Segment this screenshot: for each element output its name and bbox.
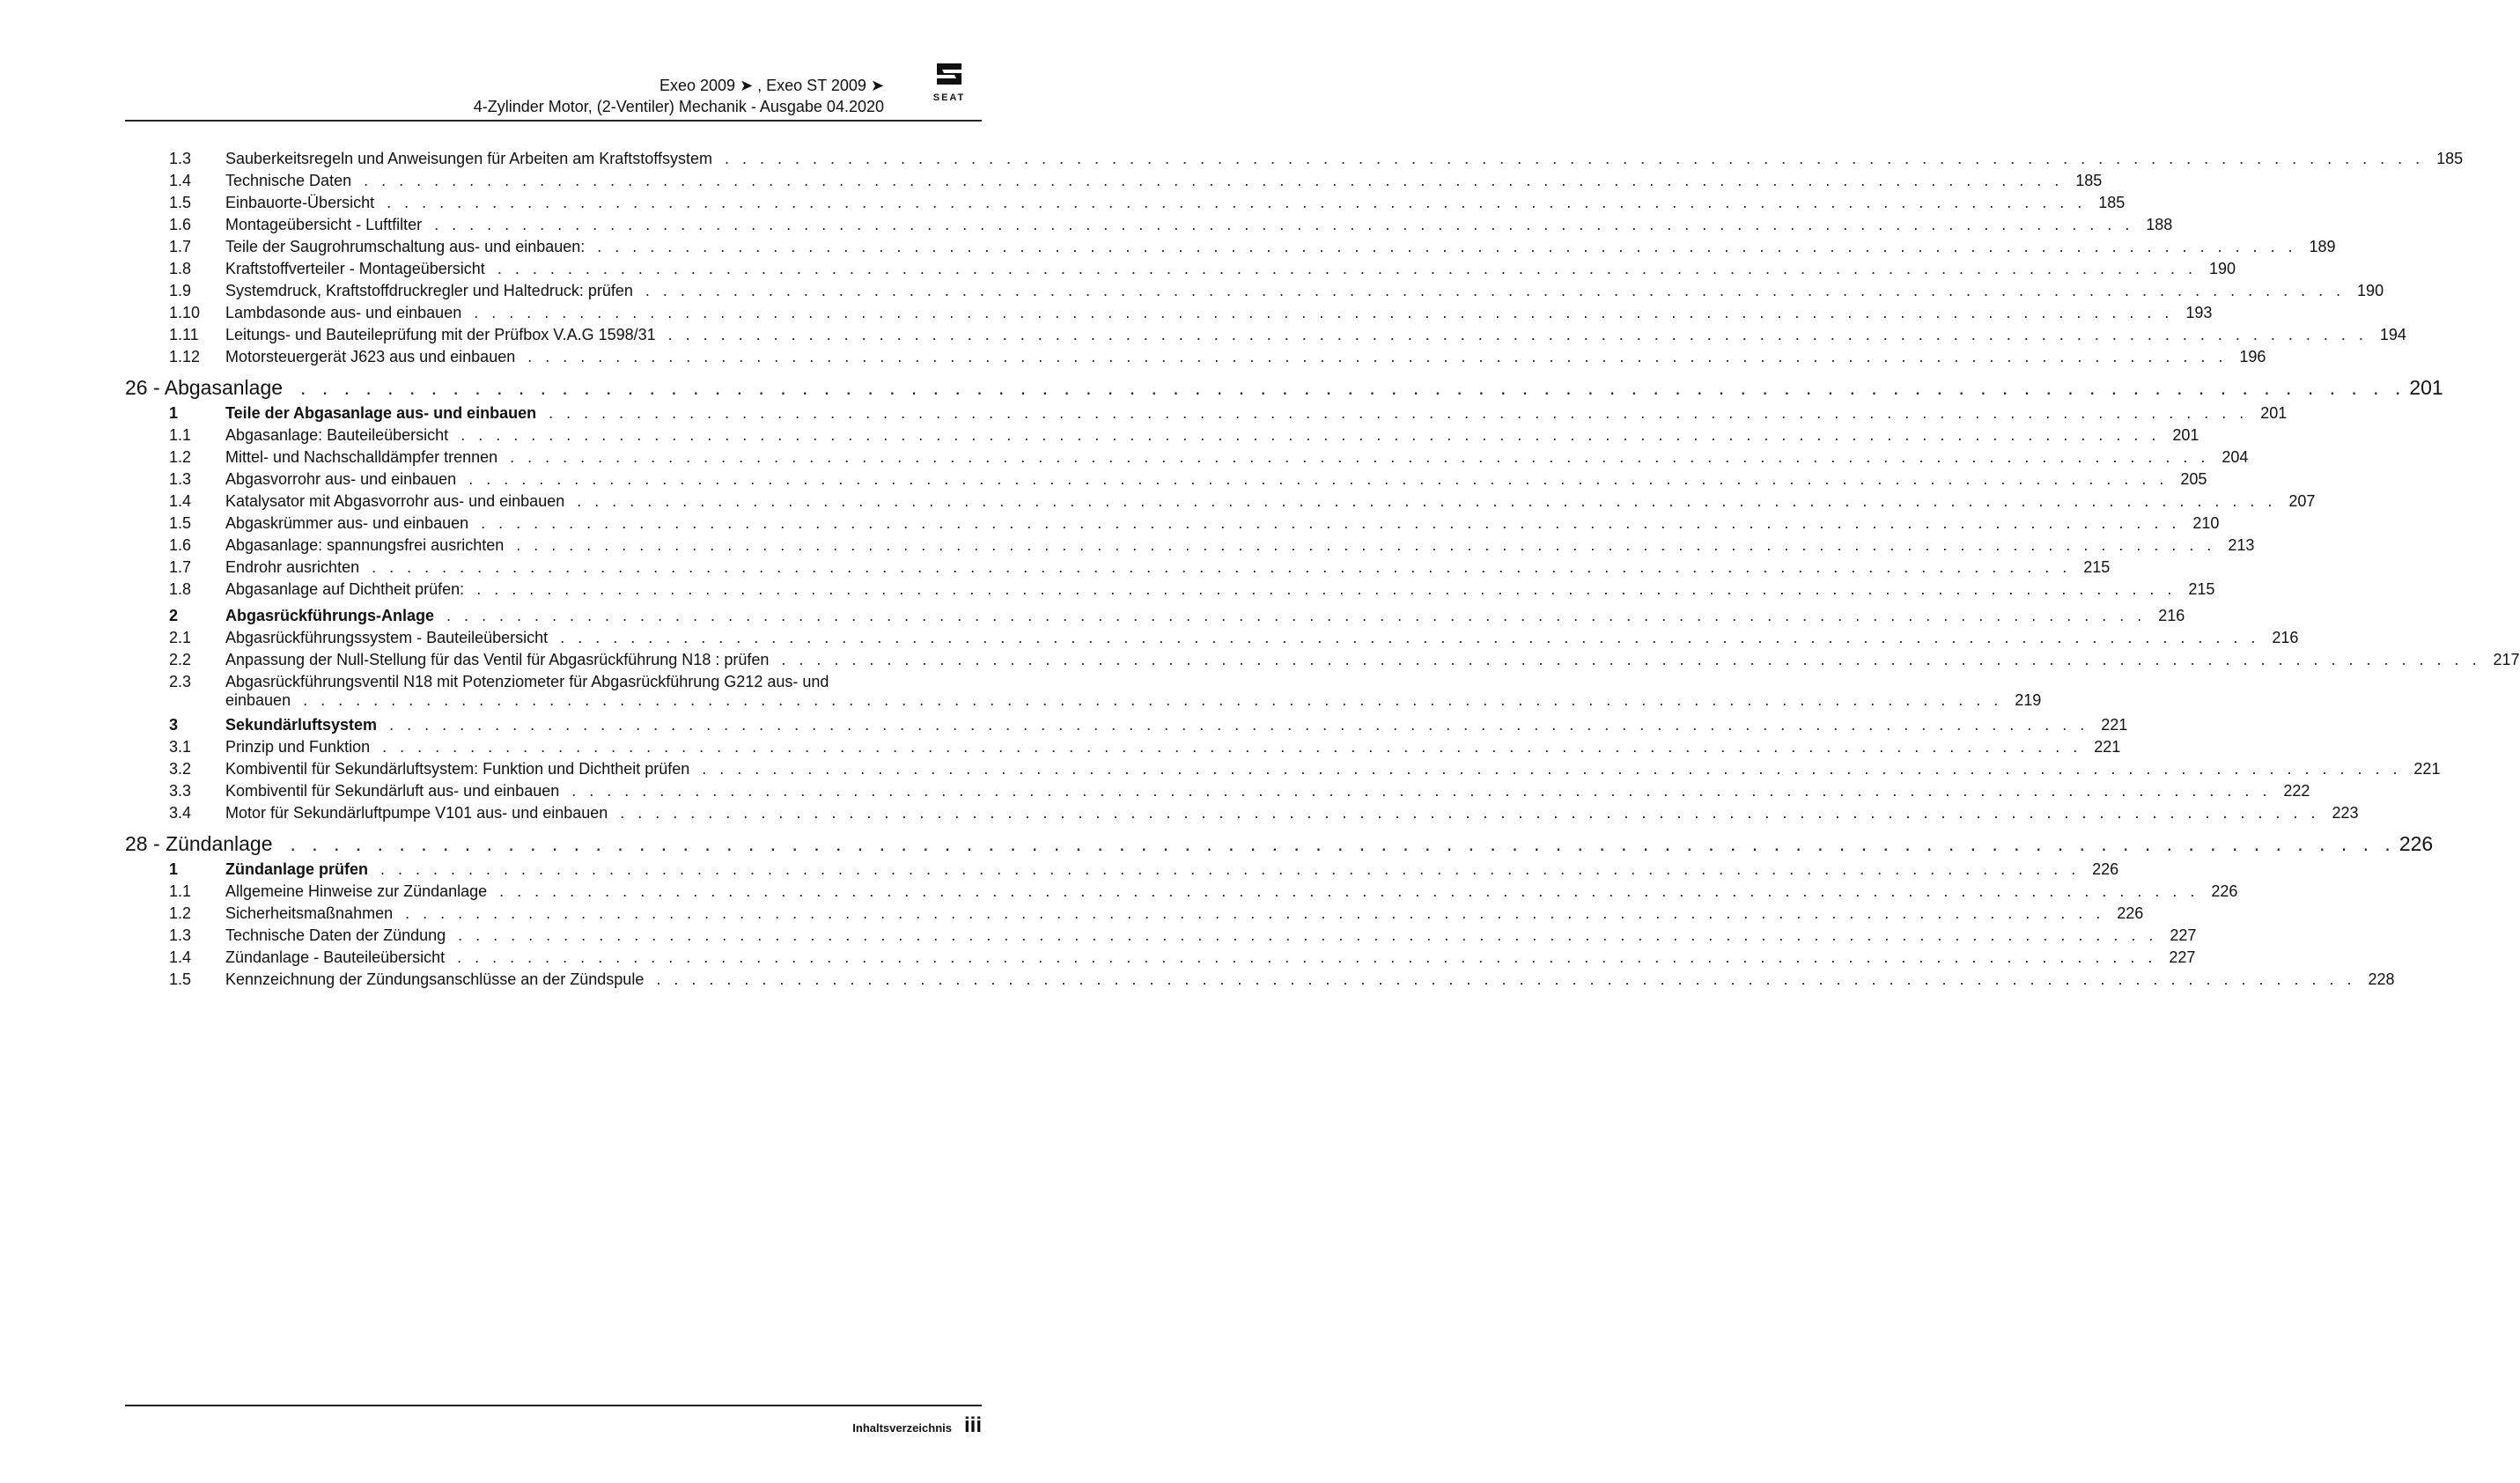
entry-page: 205	[2180, 470, 2207, 488]
leader-dots: . . . . . . . . . . . . . . . . . . . . . . . . . . . . . . . . . . . . . . . . . . . . . . . . . . . . . . . . . . . . . . . . . . . . . . . . . . . . . . . . . . . . . . . . . . . . . . . . .	[656, 970, 2356, 988]
page-footer	[852, 1413, 982, 1438]
seat-logo	[923, 62, 976, 104]
entry-number: 1.2	[169, 904, 192, 922]
entry-page: 201	[2172, 426, 2199, 444]
leader-dots: . . . . . . . . . . . . . . . . . . . . . . . . . . . . . . . . . . . . . . . . . . . . . . . . . . . . . . . . . . . . . . . . . . . . . . . . . . . . . . . . . . . . . . . . . . . . . . . . .	[387, 194, 2087, 211]
toc-entry[interactable]	[125, 424, 2199, 446]
entry-number: 1.5	[169, 194, 192, 211]
entry-number: 3.1	[169, 738, 192, 756]
entry-title: Kraftstoffverteiler - Montageübersicht	[225, 260, 485, 277]
leader-dots: . . . . . . . . . . . . . . . . . . . . . . . . . . . . . . . . . . . . . . . . . . . . . . . . . . . . . . . . . . . . . . . . . . . . . . . . . . . . . . . . . . . . . . . . . . . . . . . . .	[303, 691, 2003, 709]
leader-dots: . . . . . . . . . . . . . . . . . . . . . . . . . . . . . . . . . . . . . . . . . . . . . . . . . . . . . . . . . . . . . . . . . . . . . . . . . . . . . . . . . . . . . . . . . . . . . . . . .	[474, 304, 2174, 321]
entry-page: 221	[2094, 738, 2121, 756]
toc-entry[interactable]	[125, 280, 2384, 302]
toc-entry[interactable]	[125, 881, 2238, 903]
entry-title: Abgasrückführungssystem - Bauteileübersicht	[225, 629, 549, 646]
entry-number: 1.3	[169, 470, 192, 488]
leader-dots: . . . . . . . . . . . . . . . . . . . . . . . . . . . . . . . . . . . . . . . . . . . . . . . . . . . . . . . . . . . . . . . . . . . . . . . . . . . . . . . . . . . . . . . . . . . . . . . . .	[405, 904, 2105, 922]
entry-title: Zündanlage - Bauteileübersicht	[225, 948, 446, 966]
entry-title: Anpassung der Null-Stellung für das Ventil für Abgasrückführung N18 : prüfen	[225, 651, 770, 668]
entry-number: 3.4	[169, 804, 192, 822]
entry-title: Abgasanlage auf Dichtheit prüfen:	[225, 580, 465, 598]
leader-dots: . . . . . . . . . . . . . . . . . . . . . . . . . . . . . . . . . . . . . . . . . . . . . . . . . . . . . . . . . . . . . . . . . . . . . . . . . . . . . . . . . . . . . . . . . . . . . . . . .	[461, 426, 2161, 444]
toc-entry[interactable]	[125, 513, 2220, 535]
entry-page: 190	[2208, 260, 2236, 277]
entry-page: 228	[2368, 970, 2395, 988]
entry-title: Motorsteuergerät J623 aus und einbauen	[225, 348, 516, 365]
entry-title: Sauberkeitsregeln und Anweisungen für Arbeiten am Kraftstoffsystem	[225, 150, 712, 167]
leader-dots: . . . . . . . . . . . . . . . . . . . . . . . . . . . . . . . . . . . . . . . . . . . . . . . . . . . . . . . . . . . . . . . . . . . . . . . . . . . . . . . . . . . . . . . . . . . . . . . . .	[781, 651, 2481, 668]
leader-dots: . . . . . . . . . . . . . . . . . . . . . . . . . . . . . . . . . . . . . . . . . . . . . . . . . . . . . . . . . . . . . . . . . . . . . . . . . . . . . . . . . . . . . . . . . . . . . . . . .	[560, 629, 2260, 646]
toc-entry[interactable]	[125, 736, 2121, 758]
entry-number: 1.6	[169, 216, 192, 233]
entry-number: 1.4	[169, 948, 192, 966]
leader-dots: . . . . . . . . . . . . . . . . . . . . . . . . . . . . . . . . . . . . . . . . . . . . . . . . . . . . . . . . . . . . . . . . . . . . . . . . . . . . . . . . . . . . . . . . . . . . . . . . .	[667, 326, 2368, 343]
entry-title: Abgaskrümmer aus- und einbauen	[225, 514, 469, 532]
entry-page: 185	[2436, 150, 2464, 167]
toc-entry[interactable]	[125, 758, 2441, 780]
entry-title: Abgasanlage: Bauteileübersicht	[225, 426, 449, 444]
entry-title-line2: einbauen	[225, 691, 291, 709]
chapter-page: 201	[2409, 376, 2443, 399]
leader-dots: . . . . . . . . . . . . . . . . . . . . . . . . . . . . . . . . . . . . . . . . . . . . . . . . . . . . . . . . . . . . . . . . . . . . . . . . . . . . . . . . . . . . . . . . . . . . . . . . .	[724, 150, 2425, 167]
entry-page: 221	[2413, 760, 2441, 778]
entry-title-line2-row	[225, 691, 2041, 710]
toc-entry[interactable]	[125, 258, 2236, 280]
leader-dots: . . . . . . . . . . . . . . . . . . . . . . . . . . . . . . . . . . . . . . . . . . . . . . . . . . . . . . . . . . . . . . . . . . . . . . . . . . . . . . . . . . . . . . . . . . . . . . . . .	[458, 926, 2158, 944]
leader-dots: . . . . . . . . . . . . . . . . . . . . . . . . . . . . . . . . . . . . . . . . . . . . . . . . . . . . . . . . . . . . . . . . . . . . . . . . . . . . . . . . . . . . . . . . . . . . . . . . .	[364, 172, 2064, 189]
entry-title: Endrohr ausrichten	[225, 558, 360, 576]
entry-title: Motor für Sekundärluftpumpe V101 aus- und einbauen	[225, 804, 608, 822]
entry-number: 1.8	[169, 580, 192, 598]
section-number: 1	[169, 860, 179, 878]
section-number: 3	[169, 716, 179, 734]
entry-number: 1.10	[169, 304, 201, 321]
leader-dots: . . . . . . . . . . . . . . . . . . . . . . . . . . . . . . . . . . . . . . . . . . . . . . . . . . . . . . . . . . . . . . . . . . . . . . . . . . . . . . . . . . . . . . . . . . . . . . . . .	[499, 882, 2199, 900]
entry-number: 1.7	[169, 558, 192, 576]
entry-page: 226	[2211, 882, 2238, 900]
entry-number: 1.12	[169, 348, 201, 365]
entry-title: Allgemeine Hinweise zur Zündanlage	[225, 882, 488, 900]
toc-entry[interactable]	[125, 535, 2255, 557]
entry-number: 1.4	[169, 492, 192, 510]
leader-dots: . . . . . . . . . . . . . . . . . . . . . . . . . . . . . . . . . . . . . . . . . . . . . . . . . . . . . . . . . . . . . . . . . . . . . . . . . . . . . . . . . . . . . . . . . . . . . . . . .	[516, 536, 2216, 554]
entry-number: 1.5	[169, 970, 192, 988]
entry-title: Lambdasonde aus- und einbauen	[225, 304, 462, 321]
leader-dots: . . . . . . . . . . . . . . . . . . . . . . . . . . . . . . . . . . . . . . . . . . . . . . . . . . . . . . . . . . . . . . . . . . . . . . . . . . . . . . . . . . . . . . . . . . . . . . . . .	[382, 738, 2082, 756]
entry-page: 194	[2379, 326, 2406, 343]
entry-page: 216	[2272, 629, 2299, 646]
entry-number: 2.1	[169, 629, 192, 646]
entry-title: Kennzeichnung der Zündungsanschlüsse an der Zündspule	[225, 970, 645, 988]
toc-entry[interactable]	[125, 802, 2359, 824]
toc-section[interactable]	[125, 714, 2128, 736]
leader-dots: . . . . . . . . . . . . . . . . . . . . . . . . . . . . . . . . . . . . . . . . . . . . . . . . . . . . . . . . . . . . . . . . . . . . . . . . . . . . . . . . . . . . . . . . . . . . . . . . .	[620, 804, 2320, 822]
entry-page: 215	[2083, 558, 2111, 576]
entry-page: 227	[2170, 926, 2197, 944]
toc-entry[interactable]	[125, 969, 2395, 991]
entry-page: 189	[2309, 238, 2336, 255]
leader-dots: . . . . . . . . . . . . . . . . . . . . . . . . . . . . . . . . . . . . . . . . . . . . . . . . . . . . . . . . . . . . . . . . . . . . . . . . . . . . . . . . . . . . . . . . . . . . . . . . .	[468, 470, 2169, 488]
toc-section[interactable]	[125, 859, 2119, 881]
entry-title: Einbauorte-Übersicht	[225, 194, 375, 211]
footer-section-label: Inhaltsverzeichnis	[852, 1421, 952, 1435]
entry-title-block	[225, 673, 2041, 710]
entry-title: Kombiventil für Sekundärluft aus- und einbauen	[225, 782, 560, 800]
chapter-page: 226	[2398, 832, 2434, 855]
footer-page-number: iii	[963, 1413, 982, 1437]
entry-number: 1.6	[169, 536, 192, 554]
header-model-line: Exeo 2009 ➤ , Exeo ST 2009 ➤	[659, 77, 884, 94]
section-title: Sekundärluftsystem	[225, 716, 378, 734]
entry-title: Montageübersicht - Luftfilter	[225, 216, 423, 233]
entry-page: 190	[2357, 282, 2384, 299]
footer-divider	[125, 1405, 982, 1406]
entry-page: 217	[2493, 651, 2520, 668]
leader-dots: . . . . . . . . . . . . . . . . . . . . . . . . . . . . . . . . . . . . . . . . . . . . . . . . . . . . . . . . . . . . . . . . . . . . . . . . . . . . . . . . . . . . . . . . . . . . . . . . .	[457, 948, 2157, 966]
entry-title: Abgasvorrohr aus- und einbauen	[225, 470, 457, 488]
leader-dots: . . . . . . . . . . . . . . . . . . . . . . . . . . . . . . . . . . . . . . . . . . . . . . . . . . . . . . . . . . . . . . . . . . . . . . . . . . . . . . . . . . . . . . . . . . . . . . . . .	[476, 580, 2177, 598]
leader-dots: . . . . . . . . . . . . . . . . . . . . . . . . . . . . . . . . . . . . . . . . . . . . . . . . . . . . . . . . . . . . . . . . . . . . . . . . . . . . . . . . . . . . . . . . . . . . . . . . .	[510, 448, 2210, 466]
entry-number: 3.3	[169, 782, 192, 800]
entry-title: Teile der Saugrohrumschaltung aus- und einbauen:	[225, 238, 586, 255]
entry-number: 1.9	[169, 282, 192, 299]
leader-dots: . . . . . . . . . . . . . . . . . . . . . . . . . . . . . . . . . . . . . . . . . . . . . . . . . . . . . . . . . . . . . . . . . . . . . . . . . . . . . . . . . . . . . . . . . . . . . . . . .	[527, 348, 2228, 365]
toc-entry[interactable]	[125, 324, 2406, 346]
toc-entry[interactable]	[125, 627, 2299, 649]
entry-title-line1: Abgasrückführungsventil N18 mit Potenziometer für Abgasrückführung G212 aus- und	[225, 673, 829, 690]
section-page: 216	[2158, 607, 2185, 624]
toc-entry[interactable]	[125, 148, 2464, 170]
entry-page: 196	[2239, 348, 2266, 365]
leader-dots: . . . . . . . . . . . . . . . . . . . . . . . . . . . . . . . . . . . . . . . . . . . . . . . . . . . . . . . . . . . . . . . . . . . . . . . . . . . . . . . . . . . . . . . . . . . . . . . . .	[597, 238, 2297, 255]
entry-page: 193	[2185, 304, 2213, 321]
entry-page: 188	[2146, 216, 2173, 233]
seat-logo-icon	[923, 62, 976, 86]
header-subtitle-line: 4-Zylinder Motor, (2-Ventiler) Mechanik - Ausgabe 04.2020	[473, 98, 884, 115]
toc-section[interactable]	[125, 605, 2185, 627]
section-title: Zündanlage prüfen	[225, 860, 368, 878]
toc-entry[interactable]	[125, 903, 2144, 925]
entry-title: Kombiventil für Sekundärluftsystem: Funktion und Dichtheit prüfen	[225, 760, 690, 778]
leader-dots: . . . . . . . . . . . . . . . . . . . . . . . . . . . . . . . . . . . . . . . . . . . . . . . . . . . . . . . . . . . . . . . . . . . . . . . . . . . . . . . . . . . . . . . . . . . . . . . . .	[290, 832, 2396, 855]
entry-page: 227	[2169, 948, 2196, 966]
toc-entry[interactable]	[125, 192, 2126, 214]
entry-page: 222	[2283, 782, 2310, 800]
table-of-contents	[125, 148, 2520, 991]
leader-dots: . . . . . . . . . . . . . . . . . . . . . . . . . . . . . . . . . . . . . . . . . . . . . . . . . . . . . . . . . . . . . . . . . . . . . . . . . . . . . . . . . . . . . . . . . . . . . . . . .	[481, 514, 2181, 532]
entry-title: Technische Daten der Zündung	[225, 926, 446, 944]
toc-entry[interactable]	[125, 925, 2197, 947]
entry-title: Abgasanlage: spannungsfrei ausrichten	[225, 536, 505, 554]
leader-dots: . . . . . . . . . . . . . . . . . . . . . . . . . . . . . . . . . . . . . . . . . . . . . . . . . . . . . . . . . . . . . . . . . . . . . . . . . . . . . . . . . . . . . . . . . . . . . . . . .	[446, 607, 2147, 624]
toc-entry[interactable]	[125, 649, 2520, 671]
toc-entry[interactable]	[125, 446, 2249, 469]
section-page: 201	[2260, 404, 2288, 422]
entry-number: 1.7	[169, 238, 192, 255]
leader-dots: . . . . . . . . . . . . . . . . . . . . . . . . . . . . . . . . . . . . . . . . . . . . . . . . . . . . . . . . . . . . . . . . . . . . . . . . . . . . . . . . . . . . . . . . . . . . . . . . .	[434, 216, 2134, 233]
document-header	[474, 75, 884, 117]
entry-page: 207	[2288, 492, 2316, 510]
entry-number: 1.3	[169, 926, 192, 944]
leader-dots: . . . . . . . . . . . . . . . . . . . . . . . . . . . . . . . . . . . . . . . . . . . . . . . . . . . . . . . . . . . . . . . . . . . . . . . . . . . . . . . . . . . . . . . . . . . . . . . . .	[549, 404, 2249, 422]
entry-page: 226	[2117, 904, 2144, 922]
chapter-heading-26[interactable]	[125, 374, 2443, 401]
toc-entry[interactable]	[125, 780, 2310, 802]
entry-number: 2.2	[169, 651, 192, 668]
entry-number: 1.3	[169, 150, 192, 167]
toc-entry[interactable]	[125, 491, 2316, 513]
toc-entry[interactable]	[125, 302, 2213, 324]
leader-dots: . . . . . . . . . . . . . . . . . . . . . . . . . . . . . . . . . . . . . . . . . . . . . . . . . . . . . . . . . . . . . . . . . . . . . . . . . . . . . . . . . . . . . . . . . . . . . . . . .	[645, 282, 2346, 299]
toc-section[interactable]	[125, 402, 2288, 424]
toc-entry[interactable]	[125, 170, 2103, 192]
toc-entry[interactable]	[125, 214, 2173, 236]
toc-entry[interactable]	[125, 579, 2215, 601]
entry-number: 1.8	[169, 260, 192, 277]
entry-title: Mittel- und Nachschalldämpfer trennen	[225, 448, 498, 466]
toc-entry-wrapped[interactable]	[125, 673, 2042, 710]
entry-title: Sicherheitsmaßnahmen	[225, 904, 394, 922]
header-divider	[125, 120, 982, 122]
entry-number: 1.5	[169, 514, 192, 532]
leader-dots: . . . . . . . . . . . . . . . . . . . . . . . . . . . . . . . . . . . . . . . . . . . . . . . . . . . . . . . . . . . . . . . . . . . . . . . . . . . . . . . . . . . . . . . . . . . . . . . . .	[577, 492, 2277, 510]
section-number: 2	[169, 607, 179, 624]
leader-dots: . . . . . . . . . . . . . . . . . . . . . . . . . . . . . . . . . . . . . . . . . . . . . . . . . . . . . . . . . . . . . . . . . . . . . . . . . . . . . . . . . . . . . . . . . . . . . . . . .	[497, 260, 2198, 277]
toc-entry[interactable]	[125, 346, 2266, 368]
chapter-heading-28[interactable]	[125, 830, 2434, 857]
leader-dots: . . . . . . . . . . . . . . . . . . . . . . . . . . . . . . . . . . . . . . . . . . . . . . . . . . . . . . . . . . . . . . . . . . . . . . . . . . . . . . . . . . . . . . . . . . . . . . . . .	[389, 716, 2089, 734]
section-title: Teile der Abgasanlage aus- und einbauen	[225, 404, 537, 422]
entry-title: Leitungs- und Bauteileprüfung mit der Prüfbox V.A.G 1598/31	[225, 326, 656, 343]
toc-entry[interactable]	[125, 557, 2111, 579]
toc-entry[interactable]	[125, 947, 2196, 969]
leader-dots: . . . . . . . . . . . . . . . . . . . . . . . . . . . . . . . . . . . . . . . . . . . . . . . . . . . . . . . . . . . . . . . . . . . . . . . . . . . . . . . . . . . . . . . . . . . . . . . . .	[702, 760, 2402, 778]
chapter-title: 28 - Zündanlage	[125, 832, 273, 855]
toc-entry[interactable]	[125, 236, 2336, 258]
entry-page: 223	[2332, 804, 2359, 822]
section-title: Abgasrückführungs-Anlage	[225, 607, 435, 624]
entry-page: 185	[2098, 194, 2126, 211]
entry-title: Systemdruck, Kraftstoffdruckregler und Haltedruck: prüfen	[225, 282, 633, 299]
entry-page: 204	[2222, 448, 2249, 466]
leader-dots: . . . . . . . . . . . . . . . . . . . . . . . . . . . . . . . . . . . . . . . . . . . . . . . . . . . . . . . . . . . . . . . . . . . . . . . . . . . . . . . . . . . . . . . . . . . . . . . . .	[300, 376, 2406, 399]
entry-number: 1.2	[169, 448, 192, 466]
leader-dots: . . . . . . . . . . . . . . . . . . . . . . . . . . . . . . . . . . . . . . . . . . . . . . . . . . . . . . . . . . . . . . . . . . . . . . . . . . . . . . . . . . . . . . . . . . . . . . . . .	[380, 860, 2081, 878]
toc-entry[interactable]	[125, 469, 2207, 491]
section-page: 226	[2092, 860, 2119, 878]
entry-page: 210	[2192, 514, 2220, 532]
entry-number: 1.4	[169, 172, 192, 189]
seat-logo-text: SEAT	[932, 92, 966, 103]
entry-page: 213	[2228, 536, 2255, 554]
entry-title: Technische Daten	[225, 172, 352, 189]
entry-number: 2.3	[169, 673, 192, 690]
entry-title: Prinzip und Funktion	[225, 738, 371, 756]
entry-page: 185	[2075, 172, 2103, 189]
entry-number: 3.2	[169, 760, 192, 778]
section-page: 221	[2101, 716, 2128, 734]
entry-page: 215	[2188, 580, 2215, 598]
entry-number: 1.1	[169, 882, 192, 900]
section-number: 1	[169, 404, 179, 422]
chapter-title: 26 - Abgasanlage	[125, 376, 284, 399]
entry-page: 219	[2015, 691, 2042, 709]
leader-dots: . . . . . . . . . . . . . . . . . . . . . . . . . . . . . . . . . . . . . . . . . . . . . . . . . . . . . . . . . . . . . . . . . . . . . . . . . . . . . . . . . . . . . . . . . . . . . . . . .	[571, 782, 2272, 800]
entry-title: Katalysator mit Abgasvorrohr aus- und einbauen	[225, 492, 565, 510]
entry-number: 1.1	[169, 426, 192, 444]
entry-number: 1.11	[169, 326, 199, 343]
leader-dots: . . . . . . . . . . . . . . . . . . . . . . . . . . . . . . . . . . . . . . . . . . . . . . . . . . . . . . . . . . . . . . . . . . . . . . . . . . . . . . . . . . . . . . . . . . . . . . . . .	[372, 558, 2072, 576]
